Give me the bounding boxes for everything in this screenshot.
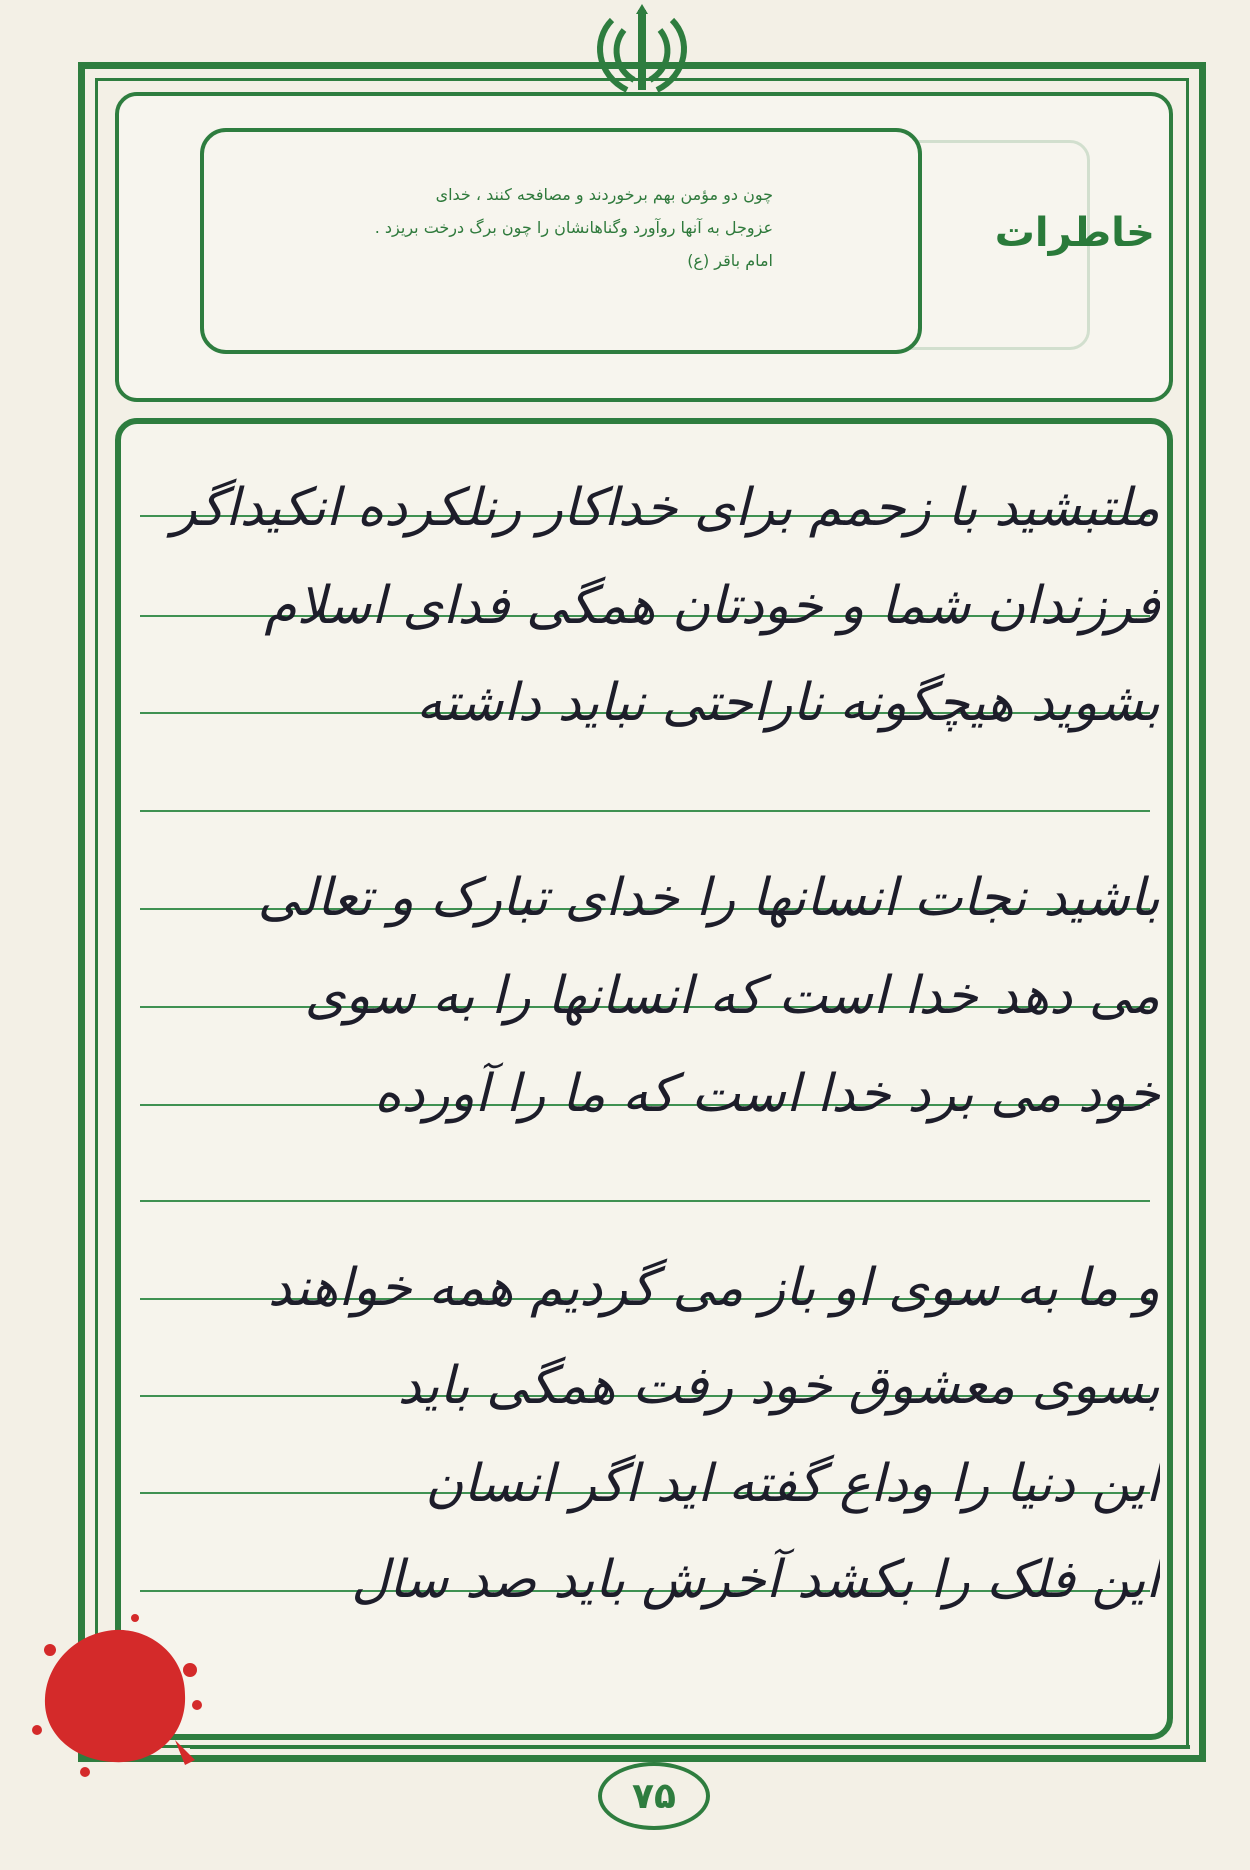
blood-stain-icon <box>25 1610 205 1780</box>
page-number-oval <box>598 1762 710 1830</box>
handwritten-line: ملتبشید با زحمم برای خداکار رنلکرده انکیداگر <box>171 478 1160 538</box>
handwritten-line: این دنیا را وداع گفته اید اگر انسان <box>425 1454 1160 1514</box>
handwritten-line: و ما به سوی او باز می گردیم همه خواهند <box>267 1258 1160 1318</box>
handwritten-line: این فلک را بکشد آخرش باید صد سال <box>351 1550 1160 1610</box>
handwritten-line: باشید نجات انسانها را خدای تبارک و تعالی <box>257 868 1160 928</box>
ruled-line <box>140 810 1150 812</box>
handwritten-line: می دهد خدا است که انسانها را به سوی <box>304 966 1160 1026</box>
ruled-line <box>140 1200 1150 1202</box>
page-number: ۷۵ <box>632 1775 676 1817</box>
bottom-border-line <box>190 1745 1190 1749</box>
quote-line: عزوجل به آنها روآورد وگناهانشان را چون برگ درخت بریزد . <box>374 218 773 237</box>
quote-line: چون دو مؤمن بهم برخوردند و مصافحه کنند ، خدای <box>435 185 773 204</box>
quote-attribution: امام باقر (ع) <box>687 251 773 270</box>
quote-text <box>245 178 773 277</box>
handwritten-line: فرزندان شما و خودتان همگی فدای اسلام <box>264 576 1160 636</box>
handwritten-line: بسوی معشوق خود رفت همگی باید <box>397 1356 1160 1416</box>
handwritten-line: خود می برد خدا است که ما را آورده <box>374 1064 1160 1124</box>
handwritten-line: بشوید هیچگونه ناراحتی نباید داشته <box>416 673 1160 733</box>
section-title: خاطرات <box>994 210 1155 256</box>
